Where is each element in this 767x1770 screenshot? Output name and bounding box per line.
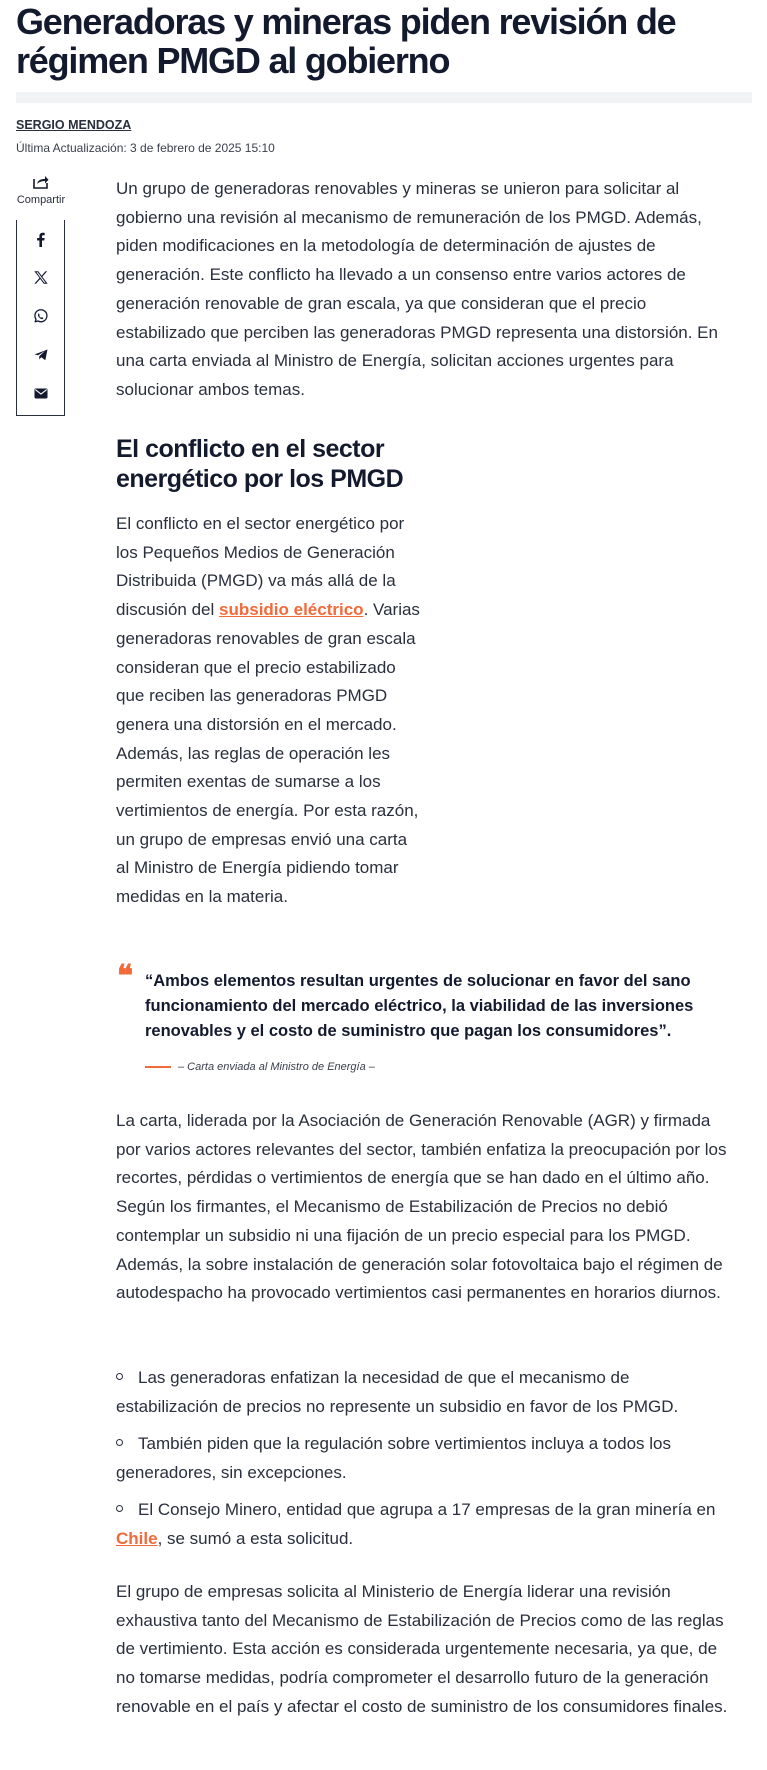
share-facebook-button[interactable] [17,220,64,259]
list-item-text: Las generadoras enfatizan la necesidad de que el mecanismo de estabilización de precios no represente un subsidio en favor de los PMGD. [116,1368,679,1416]
whatsapp-icon [33,309,48,324]
share-icon [33,174,49,189]
conflict-text-before: El conflicto en el sector energético por los Pequeños Medios de Generación Distribuida (PMGD) va más allá de la discusión del [116,514,405,620]
list-item [116,1496,728,1553]
closing-paragraph: El grupo de empresas solicita al Ministerio de Energía liderar una revisión exhaustiva tanto del Mecanismo de Estabilización de Precios como de las reglas de vertimiento. Esta acción es considerada urgentemente necesaria, ya que, de no tomarse medidas, podría comprometer el desarrollo futuro de la generación renovable en el país y afectar el costo de suministro de los consumidores finales. [116,1582,728,1716]
bullet-icon [116,1373,123,1380]
telegram-icon [34,349,48,361]
x-icon [34,271,48,284]
share-buttons [16,220,65,416]
facebook-icon [36,232,45,247]
bullet-icon [116,1505,123,1512]
list-item-text: También piden que la regulación sobre vertimientos incluya a todos los generadores, sin excepciones. [116,1434,671,1482]
list-item-text-before: El Consejo Minero, entidad que agrupa a 17 empresas de la gran minería en [138,1500,716,1519]
headline-divider [16,92,752,103]
quote-mark-icon: ❝ [117,959,134,994]
email-icon [34,388,48,399]
letter-paragraph: La carta, liderada por la Asociación de Generación Renovable (AGR) y firmada por varios actores relevantes del sector, también enfatiza la preocupación por los recortes, pérdidas o vertimientos de energía que se han dado en el último año. Según los firmantes, el Mecanismo de Estabilización de Precios no debió contemplar un subsidio ni una fijación de un precio especial para los PMGD. Además, la sobre instalación de generación solar fotovoltaica bajo el régimen de autodespacho ha provocado vertimientos casi permanentes en horarios diurnos. [116,1111,727,1303]
share-toggle[interactable] [16,170,66,206]
conflict-text-after: . Varias generadoras renovables de gran escala consideran que el precio estabilizado que reciben las generadoras PMGD genera una distorsión en el mercado. Además, las reglas de operación les permiten exentas de sumarse a los vertimientos de energía. Por esta razón, un grupo de empresas envió una carta al Ministro de Energía pidiendo tomar medidas en la materia. [116,600,420,907]
intro-paragraph: Un grupo de generadoras renovables y mineras se unieron para solicitar al gobierno una revisión al mecanismo de remuneración de los PMGD. Además, piden modificaciones en la metodología de determinación de ajustes de generación. Este conflicto ha llevado a un consenso entre varios actores de generación renovable de gran escala, ya que consideran que el precio estabilizado que perciben las generadoras PMGD representa una distorsión. En una carta enviada al Ministro de Energía, solicitan acciones urgentes para solucionar ambos temas. [116,179,718,399]
list-item [116,1430,728,1487]
share-label: Compartir [16,194,66,206]
author-link[interactable]: SERGIO MENDOZA [16,118,132,132]
article-headline: Generadoras y mineras piden revisión de régimen PMGD al gobierno [16,1,676,81]
share-x-button[interactable] [17,259,64,298]
section-heading: El conflicto en el sector energético por los PMGD [116,435,404,493]
chile-link[interactable]: Chile [116,1528,158,1548]
share-telegram-button[interactable] [17,336,64,375]
subsidio-electrico-link[interactable]: subsidio eléctrico [219,600,364,620]
conflict-paragraph [116,510,421,912]
pull-quote: “Ambos elementos resultan urgentes de solucionar en favor del sano funcionamiento del mercado eléctrico, la viabilidad de las inversiones renovables y el costo de suministro que pagan los consumidores”. [145,972,694,1040]
share-email-button[interactable] [17,374,64,413]
last-updated: Última Actualización: 3 de febrero de 2025 15:10 [16,141,275,155]
bullet-icon [116,1439,123,1446]
citation-line [145,1066,171,1068]
share-whatsapp-button[interactable] [17,297,64,336]
list-item [116,1364,728,1421]
list-item-text-after: , se sumó a esta solicitud. [157,1528,354,1548]
citation-text: – Carta enviada al Ministro de Energía – [178,1061,375,1073]
quote-citation [145,1061,375,1073]
